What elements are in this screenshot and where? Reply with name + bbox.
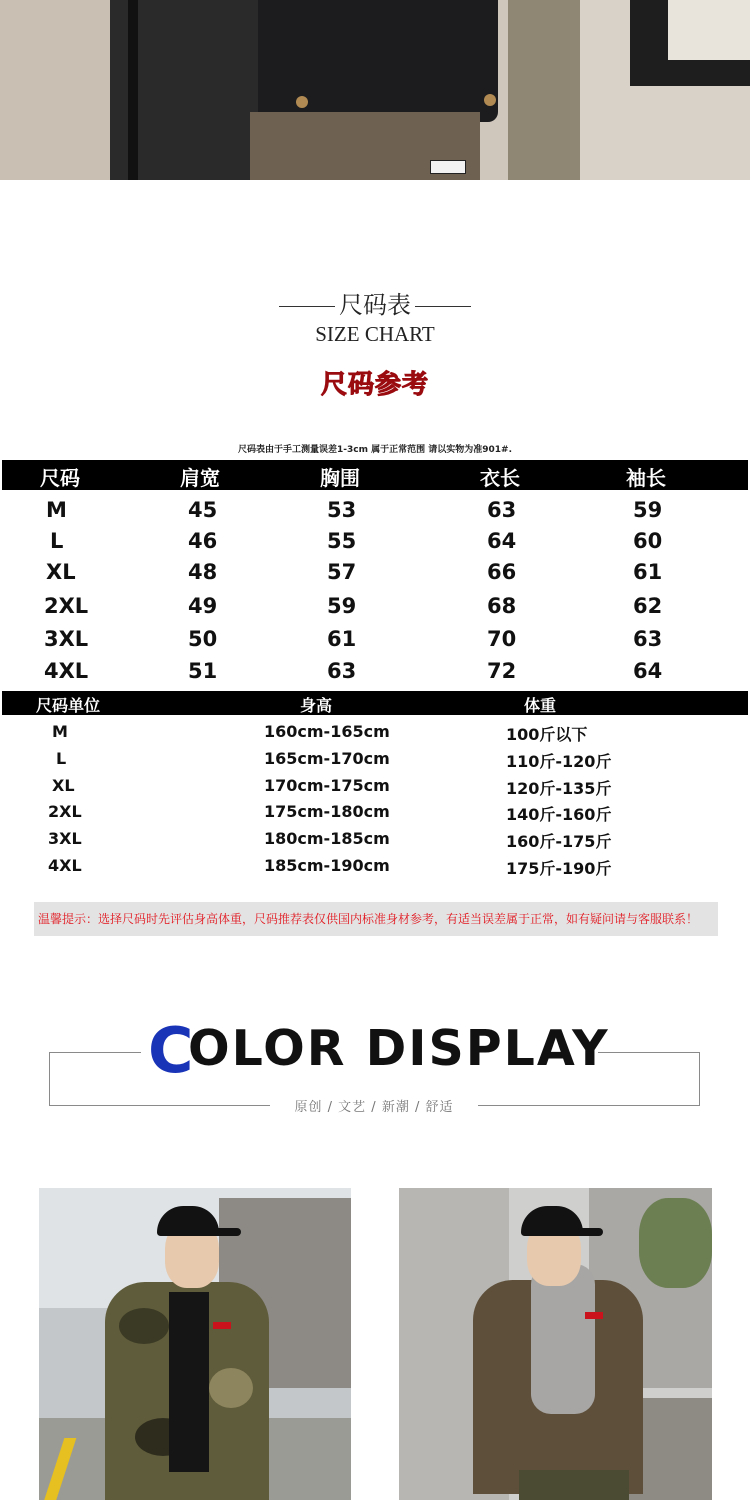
size-chart-subtitle: SIZE CHART (315, 322, 435, 346)
table-row: L 165cm-170cm 110斤-120斤 (56, 749, 612, 771)
table-row: XL 48 57 66 61 (46, 560, 663, 584)
measurement-note: 尺码表由于手工测量误差1-3cm 属于正常范围 请以实物为准901#. (238, 445, 512, 455)
size-reference-label: 尺码参考 (320, 370, 429, 400)
measurement-table-header (2, 460, 748, 490)
header-shoulder: 肩宽 (180, 466, 220, 490)
black-jacket (258, 0, 498, 122)
size-chart-title: 尺码表 (0, 285, 750, 320)
header-size-unit: 尺码单位 (36, 696, 101, 715)
table-row: XL 170cm-175cm 120斤-135斤 (52, 776, 612, 798)
table-row: L 46 55 64 60 (50, 529, 663, 553)
table-row: 3XL 50 61 70 63 (44, 627, 663, 651)
camo-jacket-photo (39, 1188, 351, 1500)
header-weight: 体重 (524, 696, 557, 715)
header-size: 尺码 (40, 466, 80, 490)
table-row: 3XL 180cm-185cm 160斤-175斤 (48, 829, 612, 851)
color-display-title: C OLOR DISPLAY (148, 1014, 610, 1087)
hero-photo (0, 0, 750, 180)
table-row: 2XL 49 59 68 62 (44, 594, 663, 618)
color-display-tags: 原创 / 文艺 / 新潮 / 舒适 (270, 1096, 478, 1116)
header-height: 身高 (300, 696, 333, 715)
table-row: 2XL 175cm-180cm 140斤-160斤 (48, 802, 612, 824)
table-row: M 160cm-165cm 100斤以下 (52, 722, 588, 744)
table-row: 4XL 51 63 72 64 (44, 659, 663, 683)
table-row: M 45 53 63 59 (46, 498, 663, 522)
header-sleeve: 袖长 (626, 466, 666, 490)
khaki-jacket-photo (399, 1188, 712, 1500)
header-chest: 胸围 (320, 466, 360, 490)
recommendation-table-header (2, 691, 748, 715)
sizing-tip: 温馨提示：选择尺码时先评估身高体重，尺码推荐表仅供国内标准身材参考，有适当误差属于正常，如有疑问请与客服联系！ (34, 902, 718, 936)
header-length: 衣长 (480, 466, 520, 490)
table-row: 4XL 185cm-190cm 175斤-190斤 (48, 856, 612, 878)
